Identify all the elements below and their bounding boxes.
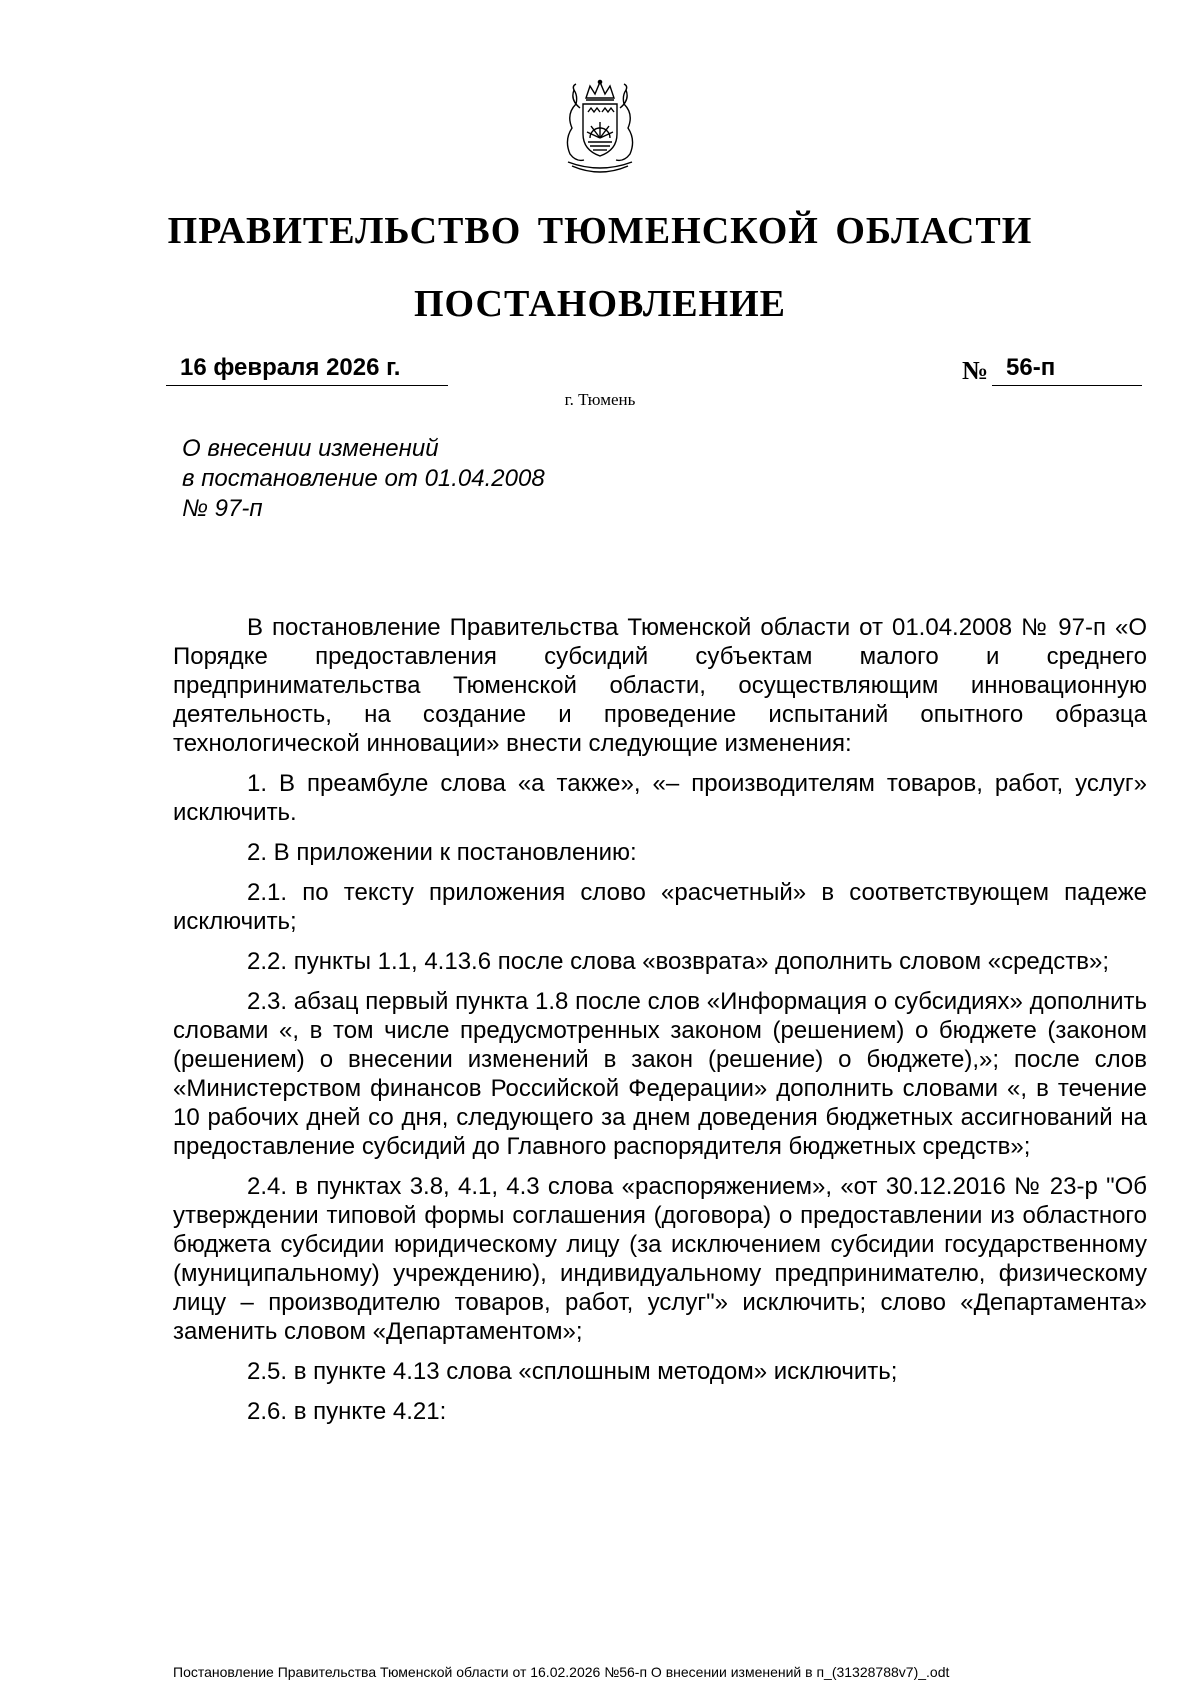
paragraph-2-2: 2.2. пункты 1.1, 4.13.6 после слова «возврата» дополнить словом «средств»; xyxy=(247,948,1110,975)
government-name: ПРАВИТЕЛЬСТВО ТЮМЕНСКОЙ ОБЛАСТИ xyxy=(167,210,1033,252)
paragraph-2: 2. В приложении к постановлению: xyxy=(247,839,637,866)
paragraph-2-1: 2.1. по тексту приложения слово «расчетный» в соответствующем падеже исключить; xyxy=(173,879,1147,935)
paragraph-1: 1. В преамбуле слова «а также», «– производителям товаров, работ, услуг» исключить. xyxy=(173,770,1147,826)
number-label: № xyxy=(962,356,989,385)
subject-line: О внесении изменений xyxy=(182,435,439,462)
document-body xyxy=(173,613,1147,1437)
tyumen-region-coat-of-arms-icon xyxy=(550,78,650,178)
paragraph-2-5: 2.5. в пункте 4.13 слова «сплошным методом» исключить; xyxy=(247,1358,898,1385)
document-number: 56-п xyxy=(1006,354,1056,381)
subject-line: в постановление от 01.04.2008 xyxy=(182,465,545,492)
paragraph-2-3: 2.3. абзац первый пункта 1.8 после слов «Информация о субсидиях» дополнить словами «, в том числе предусмотренных законом (решением) о бюджете (законом (решением) о внесении изменений в закон (решение) о бюджете),»; после слов «Министерством финансов Российской Федерации» дополнить словами «, в течение 10 рабочих дней со дня, следующего за днем доведения бюджетных ассигнований на предоставление субсидий до Главного распорядителя бюджетных средств»; xyxy=(173,988,1147,1160)
page-footer: Постановление Правительства Тюменской области от 16.02.2026 №56-п О внесении изменений в п_(31328788v7)_.odt xyxy=(173,1664,950,1680)
subject-line: № 97-п xyxy=(182,495,263,522)
paragraph-2-6: 2.6. в пункте 4.21: xyxy=(247,1398,447,1425)
paragraph-intro: В постановление Правительства Тюменской области от 01.04.2008 № 97-п «О Порядке предоставления субсидий субъектам малого и среднего предпринимательства Тюменской области, осуществляющим инновационную деятельность, на создание и проведение испытаний опытного образца технологической инновации» внести следующие изменения: xyxy=(173,614,1147,757)
document-type: ПОСТАНОВЛЕНИЕ xyxy=(413,283,787,325)
city: г. Тюмень xyxy=(564,390,636,409)
paragraph-2-4: 2.4. в пунктах 3.8, 4.1, 4.3 слова «распоряжением», «от 30.12.2016 № 23-р "Об утверждении типовой формы соглашения (договора) о предоставлении из областного бюджета субсидии юридическому лицу (за исключением субсидии государственному (муниципальному) учреждению), индивидуальному предпринимателю, физическому лицу – производителю товаров, работ, услуг"» исключить; слово «Департамента» заменить словом «Департаментом»; xyxy=(173,1173,1147,1345)
document-date: 16 февраля 2026 г. xyxy=(180,354,401,381)
document-subject xyxy=(182,434,545,524)
number-field xyxy=(992,353,1142,386)
date-field xyxy=(166,353,448,386)
